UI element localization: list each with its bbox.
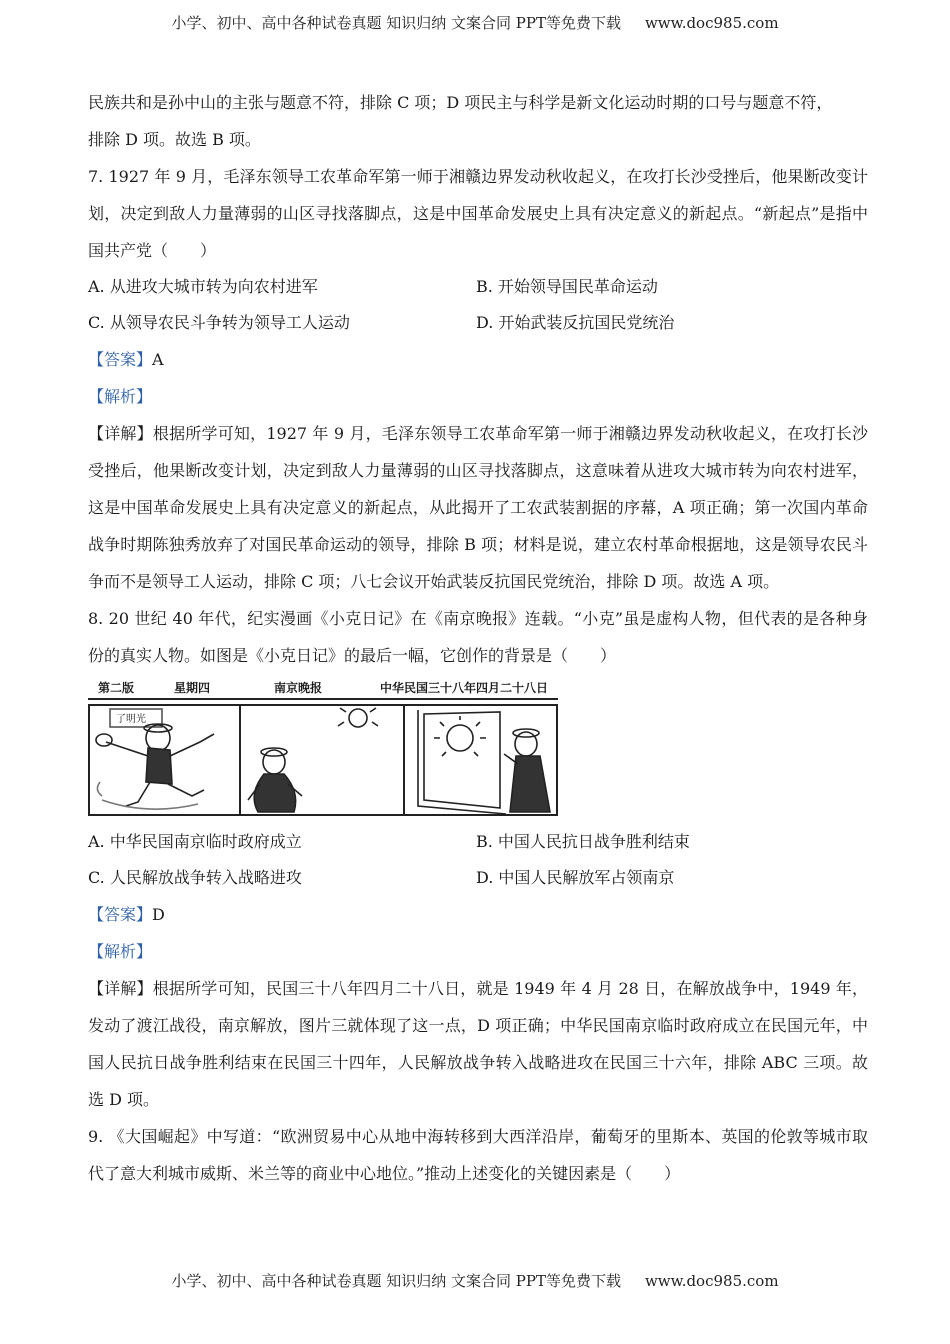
q8-detail-tag: 【详解】: [88, 979, 153, 998]
comic-cap-date: 中华民国三十八年四月二十八日: [380, 681, 549, 695]
q7-analysis-tag: 【解析】: [88, 387, 153, 406]
q8-options: [88, 824, 868, 896]
q8-analysis-tag: 【解析】: [88, 942, 153, 961]
header-slogan: 小学、初中、高中各种试卷真题 知识归纳 文案合同 PPT等免费下载: [171, 14, 621, 32]
q7-detail-tag: 【详解】: [88, 424, 153, 443]
footer-slogan: 小学、初中、高中各种试卷真题 知识归纳 文案合同 PPT等免费下载: [171, 1272, 621, 1290]
q8-detail: [88, 970, 868, 1118]
question-7: [88, 158, 868, 600]
q7-option-c: C. 从领导农民斗争转为领导工人运动: [88, 313, 350, 332]
q8-detail-text: 根据所学可知，民国三十八年四月二十八日，就是 1949 年 4 月 28 日，在解放战争中，1949 年，发动了渡江战役，南京解放，图片三就体现了这一点，D 项正确；中华民国南京临时政府成立在民国元年，中国人民抗日战争胜利结束在民国三十四年，人民解放战争转入战略进攻在民国三十六年，排除 ABC 三项。故选 D 项。: [88, 979, 868, 1109]
page-body: [88, 84, 868, 1192]
q8-stem: 8. 20 世纪 40 年代，纪实漫画《小克日记》在《南京晚报》连载。“小克”虽是虚构人物，但代表的是各种身份的真实人物。如图是《小克日记》的最后一幅，它创作的背景是（ ）: [88, 609, 868, 665]
question-9: [88, 1118, 868, 1192]
comic-cap-paper: 南京晚报: [274, 681, 323, 695]
q7-detail: [88, 415, 868, 600]
q7-answer-line: [88, 341, 868, 378]
q8-option-c: C. 人民解放战争转入战略进攻: [88, 868, 302, 887]
q7-answer-tag: 【答案】: [88, 350, 153, 369]
intro-line-2: 排除 D 项。故选 B 项。: [88, 130, 261, 149]
comic-caption-bar: [88, 678, 558, 700]
header-site-link[interactable]: www.doc985.com: [644, 14, 779, 32]
q7-answer: A: [152, 350, 164, 369]
comic-bubble-text: 了明光: [116, 714, 146, 725]
q7-option-a: A. 从进攻大城市转为向农村进军: [88, 277, 318, 296]
intro-line-1: 民族共和是孙中山的主张与题意不符，排除 C 项；D 项民主与科学是新文化运动时期的口号与题意不符，: [88, 93, 833, 112]
q8-answer: D: [152, 905, 165, 924]
q8-option-b: B. 中国人民抗日战争胜利结束: [476, 832, 690, 851]
q8-answer-tag: 【答案】: [88, 905, 153, 924]
q7-option-b: B. 开始领导国民革命运动: [476, 277, 658, 296]
q7-options: [88, 269, 868, 341]
q8-analysis-tag-line: [88, 933, 868, 970]
q7-detail-text: 根据所学可知，1927 年 9 月，毛泽东领导工农革命军第一师于湘赣边界发动秋收起义，在攻打长沙受挫后，他果断改变计划，决定到敌人力量薄弱的山区寻找落脚点，这意味着从进攻大城市转为向农村进军，这是中国革命发展史上具有决定意义的新起点，从此揭开了工农武装割据的序幕，A 项正确；第一次国内革命战争时期陈独秀放弃了对国民革命运动的领导，排除 B 项；材料是说，建立农村革命根据地，这是领导农民斗争而不是领导工人运动，排除 C 项；八七会议开始武装反抗国民党统治，排除 D 项。故选 A 项。: [88, 424, 868, 591]
q8-option-d: D. 中国人民解放军占领南京: [476, 868, 675, 887]
q7-option-d: D. 开始武装反抗国民党统治: [476, 313, 675, 332]
q9-stem: 9. 《大国崛起》中写道：“欧洲贸易中心从地中海转移到大西洋沿岸，葡萄牙的里斯本、英国的伦敦等城市取代了意大利城市威斯、米兰等的商业中心地位。”推动上述变化的关键因素是（ ）: [88, 1127, 868, 1183]
comic-figure: [88, 678, 558, 818]
comic-cap-day: 星期四: [174, 681, 211, 695]
comic-panels: [88, 704, 558, 816]
q8-answer-line: [88, 896, 868, 933]
footer-site-link[interactable]: www.doc985.com: [644, 1272, 779, 1290]
comic-cap-page: 第二版: [98, 681, 135, 695]
q8-option-a: A. 中华民国南京临时政府成立: [88, 832, 302, 851]
page-header: [0, 12, 950, 33]
q7-analysis-tag-line: [88, 378, 868, 415]
q7-stem: 7. 1927 年 9 月，毛泽东领导工农革命军第一师于湘赣边界发动秋收起义，在攻打长沙受挫后，他果断改变计划，决定到敌人力量薄弱的山区寻找落脚点，这是中国革命发展史上具有决定意义的新起点。“新起点”是指中国共产党（ ）: [88, 167, 868, 260]
question-8: [88, 600, 868, 1118]
page-footer: [0, 1270, 950, 1291]
